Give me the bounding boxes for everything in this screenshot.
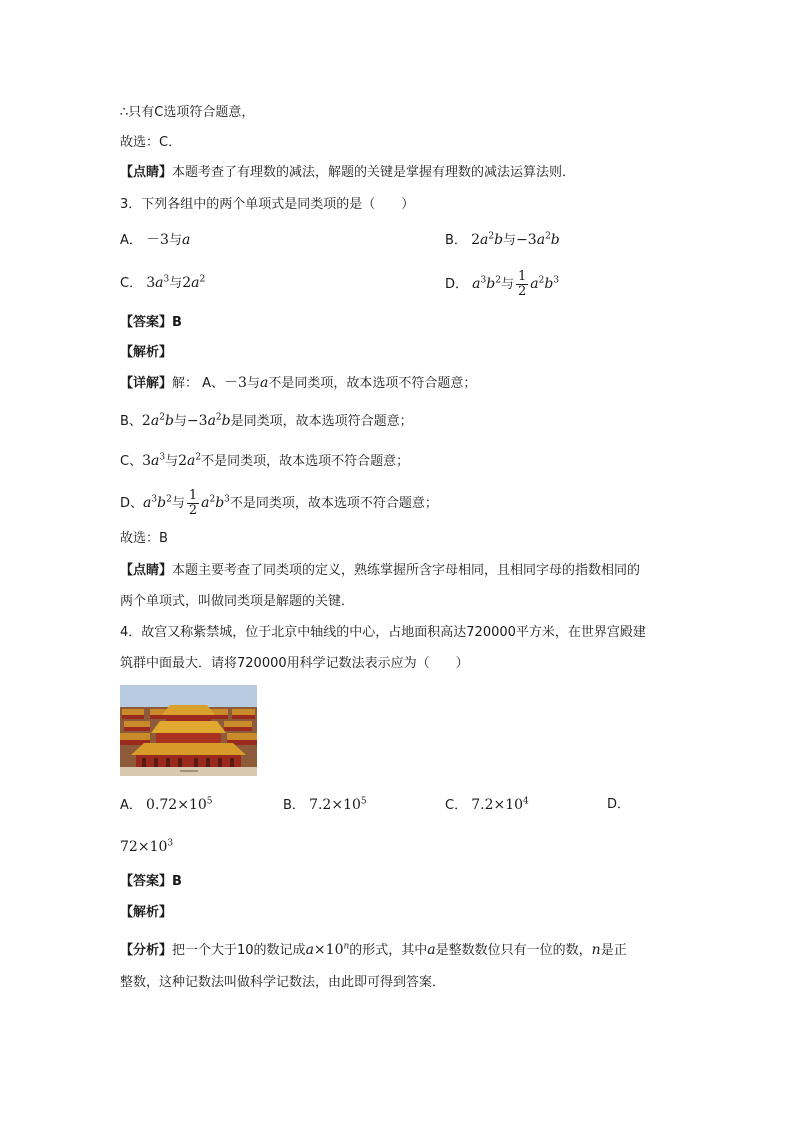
q4-stem-1: 4．故宫又称紫禁城，位于北京中轴线的中心，占地面积高达720000平方米，在世界宫殿建 — [120, 625, 646, 640]
text-fragment: 3 — [167, 838, 174, 849]
q3-choose-b: 故选：B — [120, 531, 168, 546]
math-fragment — [178, 453, 201, 469]
text-fragment: a — [187, 453, 196, 469]
text-fragment: 2 — [178, 453, 188, 469]
text-fragment: a — [155, 275, 164, 291]
q4-option-a — [120, 795, 213, 816]
q4-option-c — [445, 795, 529, 816]
forbidden-city-photo — [120, 685, 257, 776]
text-fragment: 本题考查了有理数的减法，解题的关键是掌握有理数的减法运算法则． — [172, 165, 576, 180]
text-fragment: 不是同类项，故本选项不符合题意； — [229, 496, 438, 511]
text-fragment: a — [151, 453, 160, 469]
text-fragment: 【解析】 — [120, 905, 173, 920]
text-fragment: a — [472, 276, 481, 292]
text-fragment: 0.72 — [146, 797, 178, 813]
q3-stem: 3．下列各组中的两个单项式是同类项的是（ ） — [120, 197, 415, 212]
text-fragment: B． — [283, 798, 305, 813]
q4-stem-2: 筑群中面最大．请将720000用科学记数法表示应为（ ） — [120, 656, 469, 671]
text-fragment: 与 — [246, 376, 260, 391]
math-fragment — [146, 797, 212, 813]
text-fragment: 2 — [517, 284, 527, 299]
text-fragment: a — [530, 276, 539, 292]
text-fragment: a — [143, 495, 152, 511]
q3-option-b — [445, 230, 560, 251]
q3-option-c — [120, 273, 205, 294]
text-fragment: a — [427, 942, 436, 958]
text-fragment: D、 — [120, 496, 144, 511]
text-fragment: 10 — [149, 839, 168, 855]
text-fragment: b — [221, 413, 231, 429]
math-fragment — [530, 276, 559, 292]
fraction-half — [516, 270, 528, 299]
text-fragment: b — [486, 276, 496, 292]
math-fragment — [516, 232, 560, 248]
text-fragment: 10 — [188, 797, 207, 813]
q3-note-2: 两个单项式，叫做同类项是解题的关键． — [120, 594, 355, 609]
q3-note-1 — [120, 561, 640, 581]
math-fragment — [143, 495, 172, 511]
text-fragment: 2 — [159, 412, 165, 423]
text-fragment: × — [137, 839, 150, 855]
math-fragment — [182, 275, 205, 291]
text-fragment: 把一个大于10的数记成 — [172, 943, 306, 958]
text-fragment: 10 — [505, 797, 524, 813]
math-fragment — [142, 453, 165, 469]
text-fragment: b — [215, 495, 225, 511]
math-fragment — [201, 495, 230, 511]
text-fragment: b — [544, 276, 554, 292]
q3-detail-a — [120, 373, 476, 394]
text-fragment: 10 — [325, 942, 344, 958]
text-fragment: a — [305, 942, 314, 958]
text-fragment: a — [536, 232, 546, 248]
text-fragment: a — [201, 495, 210, 511]
text-fragment: a — [150, 413, 160, 429]
text-fragment: 的形式，其中 — [349, 943, 428, 958]
math-fragment — [471, 797, 529, 813]
text-fragment: 2 — [195, 452, 202, 463]
line-note-1 — [120, 163, 575, 183]
math-fragment — [309, 797, 367, 813]
text-fragment: 2 — [166, 494, 172, 505]
text-fragment: A． — [120, 798, 142, 813]
text-fragment: 解： A、 — [172, 376, 225, 391]
text-fragment: 是整数数位只有一位的数， — [435, 943, 592, 958]
text-fragment: 与 — [169, 276, 183, 291]
text-fragment: D． — [445, 277, 469, 292]
text-fragment: 2 — [141, 413, 151, 429]
math-fragment — [146, 275, 169, 291]
text-fragment: C． — [445, 798, 468, 813]
text-fragment: 与 — [503, 233, 517, 248]
text-fragment: 与 — [165, 454, 179, 469]
text-fragment: 本题主要考查了同类项的定义，熟练掌握所含字母相同，且相同字母的指数相同的 — [172, 563, 641, 578]
text-fragment: 3 — [224, 494, 230, 505]
text-fragment: 是同类项，故本选项符合题意； — [230, 414, 413, 429]
text-fragment: 3 — [159, 452, 166, 463]
q4-fenxi-1 — [120, 940, 627, 961]
text-fragment: b — [494, 232, 504, 248]
text-fragment: × — [331, 797, 344, 813]
q3-detail-b — [120, 411, 413, 432]
text-fragment: a — [207, 413, 216, 429]
text-fragment: 4 — [523, 796, 529, 807]
q3-answer — [120, 313, 182, 333]
text-fragment: 与 — [500, 277, 514, 292]
text-fragment: × — [493, 797, 506, 813]
q4-fenxi-2: 整数，这种记数法叫做科学记数法，由此即可得到答案． — [120, 975, 446, 990]
text-fragment: 2 — [188, 503, 198, 518]
text-fragment: × — [313, 942, 326, 958]
line-choose-c: 故选：C． — [120, 135, 182, 150]
text-fragment: 5 — [360, 796, 367, 807]
text-fragment: 【答案】B — [120, 315, 182, 330]
text-fragment: 2 — [199, 274, 206, 285]
math-fragment — [187, 413, 231, 429]
text-fragment: 7.2 — [471, 797, 494, 813]
math-fragment — [471, 232, 503, 248]
text-fragment: 2 — [215, 412, 222, 423]
text-fragment: −3 — [516, 232, 537, 248]
math-fragment — [142, 413, 174, 429]
fraction-half-2 — [187, 489, 199, 518]
text-fragment: 【答案】B — [120, 874, 182, 889]
text-fragment: 72 — [120, 839, 138, 855]
text-fragment: 2 — [471, 232, 480, 248]
text-fragment: 1 — [188, 488, 198, 503]
text-fragment: 【详解】 — [120, 376, 173, 391]
text-fragment: 3 — [553, 275, 560, 286]
text-fragment: 2 — [495, 275, 501, 286]
text-fragment: 3 — [163, 274, 170, 285]
text-fragment: 1 — [517, 269, 527, 284]
text-fragment: －3 — [224, 375, 247, 391]
text-fragment: 2 — [538, 275, 545, 286]
text-fragment: b — [157, 495, 167, 511]
text-fragment: a — [181, 232, 191, 248]
q4-analysis — [120, 903, 172, 923]
text-fragment: 【解析】 — [120, 345, 173, 360]
text-fragment: 7.2 — [309, 797, 332, 813]
line-conclusion: ∴只有C选项符合题意， — [120, 105, 255, 120]
text-fragment: n — [343, 941, 350, 952]
text-fragment: B、 — [120, 414, 142, 429]
text-fragment: 不是同类项，故本选项不符合题意； — [201, 454, 410, 469]
text-fragment: a — [191, 275, 200, 291]
text-fragment: b — [550, 232, 560, 248]
text-fragment: 【点睛】 — [120, 563, 173, 578]
text-fragment: −3 — [186, 413, 208, 429]
q3-option-d — [445, 270, 559, 299]
text-fragment: n — [591, 942, 601, 958]
text-fragment: 2 — [182, 275, 192, 291]
text-fragment: 【分析】 — [120, 943, 173, 958]
text-fragment: 不是同类项，故本选项不符合题意； — [268, 376, 477, 391]
text-fragment: C． — [120, 276, 143, 291]
text-fragment: 3 — [480, 275, 487, 286]
text-fragment: 2 — [488, 231, 495, 242]
text-fragment: a — [479, 232, 489, 248]
text-fragment: 与 — [173, 414, 187, 429]
q4-option-b — [283, 795, 367, 816]
math-fragment — [306, 942, 350, 958]
q3-detail-d — [120, 489, 438, 518]
text-fragment: 5 — [206, 796, 213, 807]
text-fragment: 10 — [343, 797, 361, 813]
text-fragment: 与 — [168, 233, 182, 248]
math-fragment — [472, 276, 501, 292]
text-fragment: B． — [445, 233, 467, 248]
text-fragment: 3 — [146, 275, 156, 291]
text-fragment: a — [259, 375, 269, 391]
text-fragment: b — [164, 413, 174, 429]
q3-analysis — [120, 343, 172, 363]
text-fragment: －3 — [146, 232, 169, 248]
math-fragment — [120, 839, 173, 855]
q3-option-a — [120, 230, 190, 251]
q4-answer — [120, 872, 182, 892]
q3-detail-c — [120, 451, 409, 472]
q4-option-d-label — [607, 795, 630, 815]
text-fragment: 3 — [151, 494, 158, 505]
text-fragment: × — [177, 797, 189, 813]
text-fragment: A． — [120, 233, 142, 248]
q4-option-d — [120, 837, 173, 858]
text-fragment: 【点睛】 — [120, 165, 173, 180]
text-fragment: 2 — [545, 231, 551, 242]
text-fragment: 2 — [209, 494, 216, 505]
text-fragment: C、 — [120, 454, 143, 469]
text-fragment: 与 — [171, 496, 185, 511]
text-fragment: 3 — [142, 453, 151, 469]
text-fragment: 是正 — [600, 943, 627, 958]
text-fragment: D． — [607, 797, 631, 812]
